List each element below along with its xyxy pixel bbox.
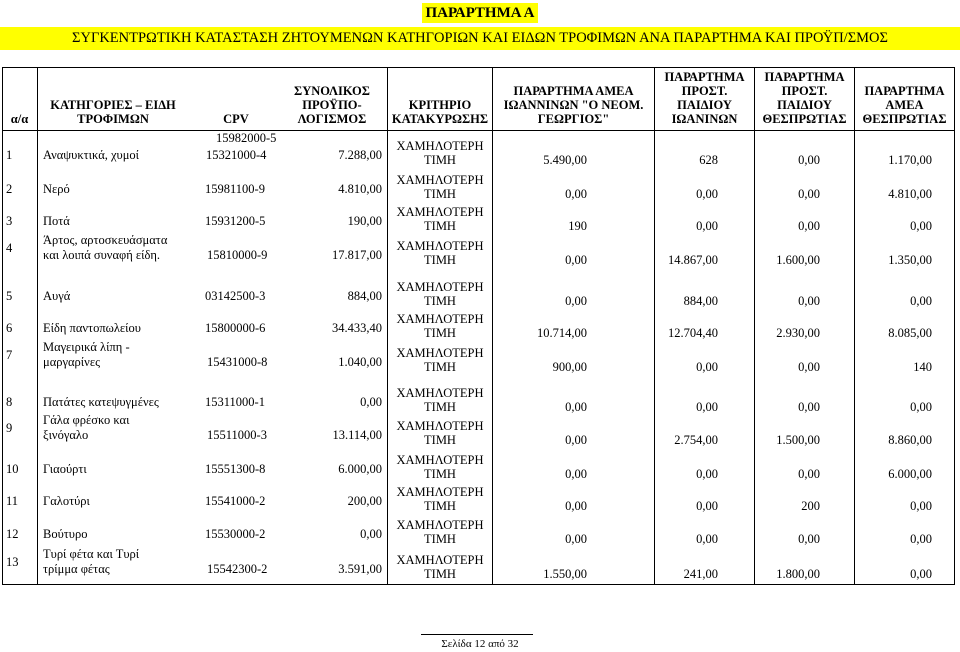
row-criterion: ΧΑΜΗΛΟΤΕΡΗ xyxy=(396,312,484,326)
row-criterion: ΤΙΜΗ xyxy=(424,219,456,233)
row-value-child-ioannina: 14.867,00 xyxy=(668,253,718,267)
row-criterion: ΤΙΜΗ xyxy=(424,467,456,481)
row-value-amea-thesprotia: 0,00 xyxy=(910,532,932,546)
row-value-child-ioannina: 0,00 xyxy=(696,499,718,513)
row-value-amea-thesprotia: 8.085,00 xyxy=(888,326,932,340)
row-criterion: ΧΑΜΗΛΟΤΕΡΗ xyxy=(396,173,484,187)
row-value-child-thesprotia: 1.600,00 xyxy=(776,253,820,267)
row-value-amea-ioannina: 5.490,00 xyxy=(543,153,587,167)
row-criterion: ΤΙΜΗ xyxy=(424,187,456,201)
row-value-child-thesprotia: 0,00 xyxy=(798,360,820,374)
column-divider xyxy=(37,67,38,585)
row-value-amea-ioannina: 900,00 xyxy=(552,360,587,374)
row-value-amea-thesprotia: 6.000,00 xyxy=(888,467,932,481)
row-criterion: ΧΑΜΗΛΟΤΕΡΗ xyxy=(396,280,484,294)
row-number: 1 xyxy=(6,148,13,162)
row-number: 12 xyxy=(6,527,19,541)
row-budget: 17.817,00 xyxy=(332,248,382,262)
row-value-amea-thesprotia: 1.170,00 xyxy=(888,153,932,167)
header-amea-thesprotia: ΠΑΡΑΡΤΗΜΑ ΑΜΕΑ ΘΕΣΠΡΩΤΙΑΣ xyxy=(862,84,947,126)
row-criterion: ΤΙΜΗ xyxy=(424,253,456,267)
row-value-child-ioannina: 0,00 xyxy=(696,187,718,201)
row-category: Γάλα φρέσκο και xyxy=(43,413,130,427)
footer-rule xyxy=(421,634,533,635)
row-value-child-ioannina: 884,00 xyxy=(683,294,718,308)
row-cpv: 15800000-6 xyxy=(205,321,266,335)
row-value-child-ioannina: 0,00 xyxy=(696,467,718,481)
row-criterion: ΤΙΜΗ xyxy=(424,326,456,340)
row-value-amea-thesprotia: 4.810,00 xyxy=(888,187,932,201)
row-number: 5 xyxy=(6,289,13,303)
row-category: Τυρί φέτα και Τυρί xyxy=(43,547,140,561)
row-category: Ποτά xyxy=(43,214,70,228)
header-child-thesprotia: ΠΑΡΑΡΤΗΜΑ ΠΡΟΣΤ. ΠΑΙΔΙΟΥ ΘΕΣΠΡΩΤΙΑΣ xyxy=(762,70,847,126)
row-budget: 7.288,00 xyxy=(338,148,382,162)
row-value-child-thesprotia: 0,00 xyxy=(798,294,820,308)
row-criterion: ΧΑΜΗΛΟΤΕΡΗ xyxy=(396,553,484,567)
row-value-child-thesprotia: 0,00 xyxy=(798,467,820,481)
header-divider xyxy=(2,130,955,131)
row-criterion: ΤΙΜΗ xyxy=(424,433,456,447)
row-number: 2 xyxy=(6,182,13,196)
row-value-child-ioannina: 0,00 xyxy=(696,360,718,374)
row-number: 10 xyxy=(6,462,19,476)
row-cpv: 15982000-5 xyxy=(216,131,277,145)
row-value-child-thesprotia: 1.500,00 xyxy=(776,433,820,447)
row-cpv: 15981100-9 xyxy=(205,182,265,196)
annex-tag: ΠΑΡΑΡΤΗΜΑ Α xyxy=(422,3,538,23)
row-cpv: 15511000-3 xyxy=(207,428,267,442)
row-number: 13 xyxy=(6,555,19,569)
row-category: Πατάτες κατεψυγμένες xyxy=(43,395,159,409)
row-criterion: ΧΑΜΗΛΟΤΕΡΗ xyxy=(396,485,484,499)
row-category: Νερό xyxy=(43,182,70,196)
row-value-child-thesprotia: 1.800,00 xyxy=(776,567,820,581)
header-criterion: ΚΡΙΤΗΡΙΟ ΚΑΤΑΚΥΡΩΣΗΣ xyxy=(391,98,489,126)
row-criterion: ΤΙΜΗ xyxy=(424,360,456,374)
row-value-child-thesprotia: 0,00 xyxy=(798,153,820,167)
row-category: Γιαούρτι xyxy=(43,462,87,476)
row-category: μαργαρίνες xyxy=(43,355,101,369)
row-value-child-thesprotia: 200 xyxy=(801,499,820,513)
header-budget: ΣΥΝΟΛΙΚΟΣ ΠΡΟΫΠΟ- ΛΟΓΙΣΜΟΣ xyxy=(294,84,370,126)
row-value-child-ioannina: 0,00 xyxy=(696,532,718,546)
row-criterion: ΤΙΜΗ xyxy=(424,567,456,581)
row-budget: 200,00 xyxy=(347,494,382,508)
row-cpv: 15541000-2 xyxy=(205,494,266,508)
row-value-child-thesprotia: 2.930,00 xyxy=(776,326,820,340)
row-value-child-ioannina: 12.704,40 xyxy=(668,326,718,340)
row-number: 7 xyxy=(6,348,13,362)
row-value-amea-thesprotia: 0,00 xyxy=(910,294,932,308)
row-category: Είδη παντοπωλείου xyxy=(43,321,141,335)
row-value-amea-ioannina: 0,00 xyxy=(565,433,587,447)
page-number: Σελίδα 12 από 32 xyxy=(441,638,519,650)
row-value-amea-thesprotia: 8.860,00 xyxy=(888,433,932,447)
row-value-child-ioannina: 241,00 xyxy=(683,567,718,581)
row-value-amea-ioannina: 0,00 xyxy=(565,253,587,267)
row-criterion: ΧΑΜΗΛΟΤΕΡΗ xyxy=(396,386,484,400)
row-category: τρίμμα φέτας xyxy=(43,562,110,576)
row-value-child-thesprotia: 0,00 xyxy=(798,532,820,546)
row-category: και λοιπά συναφή είδη. xyxy=(43,248,161,262)
row-cpv: 03142500-3 xyxy=(205,289,266,303)
row-value-child-ioannina: 628 xyxy=(699,153,718,167)
row-cpv: 15810000-9 xyxy=(207,248,268,262)
row-value-amea-ioannina: 0,00 xyxy=(565,400,587,414)
row-cpv: 15530000-2 xyxy=(205,527,266,541)
row-category: Βούτυρο xyxy=(43,527,88,541)
row-criterion: ΧΑΜΗΛΟΤΕΡΗ xyxy=(396,239,484,253)
row-number: 11 xyxy=(6,494,19,508)
row-criterion: ΧΑΜΗΛΟΤΕΡΗ xyxy=(396,419,484,433)
row-category: Αυγά xyxy=(43,289,71,303)
row-category: Μαγειρικά λίπη - xyxy=(43,340,130,354)
row-value-amea-ioannina: 0,00 xyxy=(565,467,587,481)
header-cpv: CPV xyxy=(223,112,249,126)
row-criterion: ΧΑΜΗΛΟΤΕΡΗ xyxy=(396,205,484,219)
header-child-ioannina: ΠΑΡΑΡΤΗΜΑ ΠΡΟΣΤ. ΠΑΙΔΙΟΥ ΙΩΑΝΙΝΩΝ xyxy=(664,70,745,126)
row-criterion: ΤΙΜΗ xyxy=(424,499,456,513)
row-value-child-ioannina: 0,00 xyxy=(696,400,718,414)
row-number: 4 xyxy=(6,241,13,255)
row-category: Αναψυκτικά, χυμοί xyxy=(43,148,140,162)
row-value-child-ioannina: 0,00 xyxy=(696,219,718,233)
row-budget: 3.591,00 xyxy=(338,562,382,576)
row-value-amea-ioannina: 0,00 xyxy=(565,294,587,308)
row-value-amea-thesprotia: 0,00 xyxy=(910,499,932,513)
row-budget: 0,00 xyxy=(360,395,382,409)
row-value-child-ioannina: 2.754,00 xyxy=(674,433,718,447)
row-value-child-thesprotia: 0,00 xyxy=(798,400,820,414)
row-number: 8 xyxy=(6,395,13,409)
row-value-amea-thesprotia: 140 xyxy=(913,360,932,374)
row-criterion: ΤΙΜΗ xyxy=(424,400,456,414)
page-title: ΣΥΓΚΕΝΤΡΩΤΙΚΗ ΚΑΤΑΣΤΑΣΗ ΖΗΤΟΥΜΕΝΩΝ ΚΑΤΗΓΟΡΙΩΝ ΚΑΙ ΕΙΔΩΝ ΤΡΟΦΙΜΩΝ ΑΝΑ ΠΑΡΑΡΤΗΜΑ ΚΑΙ ΠΡΟΫΠ/ΣΜΟΣ xyxy=(0,27,960,50)
row-cpv: 15551300-8 xyxy=(205,462,266,476)
row-category: Γαλοτύρι xyxy=(43,494,90,508)
row-number: 6 xyxy=(6,321,13,335)
row-number: 9 xyxy=(6,421,13,435)
row-criterion: ΤΙΜΗ xyxy=(424,294,456,308)
row-criterion: ΧΑΜΗΛΟΤΕΡΗ xyxy=(396,453,484,467)
row-criterion: ΤΙΜΗ xyxy=(424,153,456,167)
row-cpv: 15542300-2 xyxy=(207,562,268,576)
row-criterion: ΧΑΜΗΛΟΤΕΡΗ xyxy=(396,139,484,153)
row-criterion: ΧΑΜΗΛΟΤΕΡΗ xyxy=(396,346,484,360)
row-value-amea-thesprotia: 0,00 xyxy=(910,219,932,233)
row-value-amea-thesprotia: 0,00 xyxy=(910,400,932,414)
row-value-child-thesprotia: 0,00 xyxy=(798,219,820,233)
row-budget: 0,00 xyxy=(360,527,382,541)
row-value-amea-ioannina: 10.714,00 xyxy=(537,326,587,340)
row-category: Άρτος, αρτοσκευάσματα xyxy=(43,233,168,247)
row-value-amea-ioannina: 190 xyxy=(568,219,587,233)
row-value-amea-ioannina: 1.550,00 xyxy=(543,567,587,581)
row-budget: 13.114,00 xyxy=(332,428,382,442)
row-category: ξινόγαλο xyxy=(43,428,89,442)
row-criterion: ΧΑΜΗΛΟΤΕΡΗ xyxy=(396,518,484,532)
row-budget: 6.000,00 xyxy=(338,462,382,476)
row-value-amea-thesprotia: 0,00 xyxy=(910,567,932,581)
row-value-amea-thesprotia: 1.350,00 xyxy=(888,253,932,267)
row-budget: 190,00 xyxy=(347,214,382,228)
header-amea-ioannina: ΠΑΡΑΡΤΗΜΑ ΑΜΕΑ ΙΩΑΝΝΙΝΩΝ "Ο ΝΕΟΜ. ΓΕΩΡΓΙΟΣ" xyxy=(503,84,644,126)
header-aa: α/α xyxy=(10,112,29,126)
row-value-amea-ioannina: 0,00 xyxy=(565,499,587,513)
row-budget: 1.040,00 xyxy=(338,355,382,369)
row-number: 3 xyxy=(6,214,13,228)
row-criterion: ΤΙΜΗ xyxy=(424,532,456,546)
row-cpv: 15311000-1 xyxy=(205,395,265,409)
row-budget: 4.810,00 xyxy=(338,182,382,196)
row-value-amea-ioannina: 0,00 xyxy=(565,187,587,201)
row-cpv: 15321000-4 xyxy=(206,148,267,162)
row-cpv: 15431000-8 xyxy=(207,355,268,369)
header-category: ΚΑΤΗΓΟΡΙΕΣ – ΕΙΔΗ ΤΡΟΦΙΜΩΝ xyxy=(50,98,176,126)
row-value-amea-ioannina: 0,00 xyxy=(565,532,587,546)
row-value-child-thesprotia: 0,00 xyxy=(798,187,820,201)
column-divider xyxy=(387,67,388,585)
row-cpv: 15931200-5 xyxy=(205,214,266,228)
row-budget: 884,00 xyxy=(347,289,382,303)
row-budget: 34.433,40 xyxy=(332,321,382,335)
